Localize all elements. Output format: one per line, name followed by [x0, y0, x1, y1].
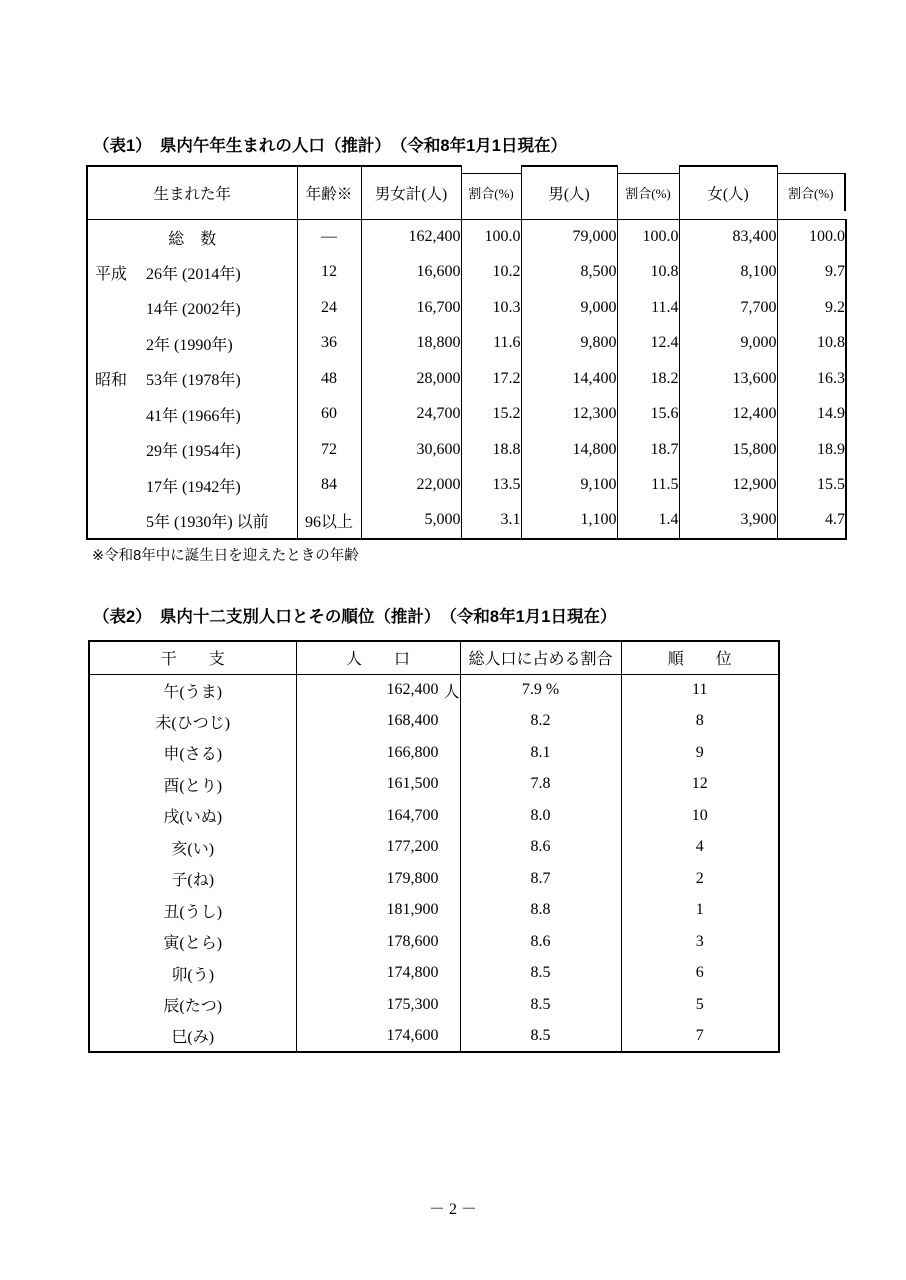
- birth-year-cell: [87, 255, 297, 291]
- female-cell: 12,400: [679, 397, 777, 433]
- table1-row: [87, 503, 846, 539]
- age-cell: 84: [297, 468, 361, 504]
- male-ratio-cell: 12.4: [617, 326, 679, 362]
- rank-cell: 1: [621, 895, 779, 927]
- rank-cell: 2: [621, 863, 779, 895]
- population-wrap: [297, 964, 460, 982]
- total-ratio-cell: 18.8: [461, 432, 521, 468]
- female-ratio-cell: 15.5: [777, 468, 846, 504]
- header-female-ratio-label: 割合(%): [778, 173, 847, 211]
- ratio-cell: 8.8: [460, 895, 621, 927]
- rank-cell: 8: [621, 706, 779, 738]
- year-label: 14年 (2002年): [146, 301, 241, 319]
- ratio-cell: 7.8: [460, 769, 621, 801]
- population-wrap: [297, 933, 460, 951]
- table1-title: （表1） 県内午年生まれの人口（推計） （令和8年1月1日現在）: [93, 137, 567, 155]
- birth-year-wrap: [88, 509, 297, 532]
- era-label: 昭和: [95, 372, 128, 390]
- female-cell: 9,000: [679, 326, 777, 362]
- population-wrap: [297, 775, 460, 793]
- table2-row: [89, 674, 779, 706]
- population-cell: [296, 674, 460, 706]
- female-cell: 7,700: [679, 290, 777, 326]
- age-cell: 60: [297, 397, 361, 433]
- birth-year-wrap: [88, 226, 297, 249]
- zodiac-cell: 未(ひつじ): [89, 706, 296, 738]
- female-ratio-cell: 9.2: [777, 290, 846, 326]
- female-cell: 12,900: [679, 468, 777, 504]
- header-total: 男女計(人): [361, 166, 461, 219]
- table1-row: [87, 361, 846, 397]
- ratio-cell: 7.9 %: [460, 674, 621, 706]
- male-cell: 9,800: [521, 326, 617, 362]
- population-value: 161,500: [386, 775, 439, 793]
- ratio-cell: 8.5: [460, 989, 621, 1021]
- male-ratio-cell: 11.4: [617, 290, 679, 326]
- population-cell: [296, 926, 460, 958]
- ratio-cell: 8.1: [460, 737, 621, 769]
- male-cell: 12,300: [521, 397, 617, 433]
- total-cell: 16,600: [361, 255, 461, 291]
- birth-year-cell: [87, 326, 297, 362]
- year-label: 2年 (1990年): [146, 336, 233, 354]
- male-cell: 14,800: [521, 432, 617, 468]
- female-ratio-cell: 14.9: [777, 397, 846, 433]
- zodiac-cell: 巳(み): [89, 1021, 296, 1053]
- male-ratio-cell: 18.2: [617, 361, 679, 397]
- population-value: 168,400: [386, 712, 439, 730]
- total-cell: 5,000: [361, 503, 461, 539]
- population-wrap: [297, 744, 460, 762]
- population-cell: [296, 706, 460, 738]
- table1-header-row: [87, 166, 846, 219]
- zodiac-cell: 亥(い): [89, 832, 296, 864]
- population-wrap: [297, 679, 460, 702]
- population-wrap: [297, 870, 460, 888]
- male-cell: 8,500: [521, 255, 617, 291]
- male-ratio-cell: 10.8: [617, 255, 679, 291]
- table2-title: （表2） 県内十二支別人口とその順位（推計） （令和8年1月1日現在）: [93, 608, 617, 626]
- birth-year-wrap: [88, 438, 297, 461]
- birth-year-wrap: [88, 261, 297, 284]
- header-zodiac: 干 支: [89, 641, 296, 674]
- table2-row: [89, 863, 779, 895]
- year-label: 26年 (2014年): [146, 265, 241, 283]
- total-ratio-cell: 11.6: [461, 326, 521, 362]
- year-label: 5年 (1930年) 以前: [146, 513, 269, 531]
- population-cell: [296, 832, 460, 864]
- female-ratio-cell: 4.7: [777, 503, 846, 539]
- ratio-cell: 8.5: [460, 958, 621, 990]
- female-ratio-cell: 18.9: [777, 432, 846, 468]
- table2-row: [89, 832, 779, 864]
- population-wrap: [297, 1027, 460, 1045]
- female-ratio-cell: 10.8: [777, 326, 846, 362]
- population-cell: [296, 989, 460, 1021]
- female-cell: 3,900: [679, 503, 777, 539]
- table2-row: [89, 769, 779, 801]
- rank-cell: 5: [621, 989, 779, 1021]
- rank-cell: 7: [621, 1021, 779, 1053]
- table2-row: [89, 1021, 779, 1053]
- era-label: 平成: [95, 265, 128, 283]
- female-cell: 13,600: [679, 361, 777, 397]
- total-ratio-cell: 15.2: [461, 397, 521, 433]
- birth-year-wrap: [88, 474, 297, 497]
- zodiac-cell: 卯(う): [89, 958, 296, 990]
- population-wrap: [297, 901, 460, 919]
- female-cell: 8,100: [679, 255, 777, 291]
- header-female-ratio: [777, 166, 846, 219]
- zodiac-cell: 戌(いぬ): [89, 800, 296, 832]
- birth-year-cell: [87, 290, 297, 326]
- table2-row: [89, 989, 779, 1021]
- rank-cell: 3: [621, 926, 779, 958]
- male-cell: 79,000: [521, 219, 617, 255]
- total-ratio-cell: 10.3: [461, 290, 521, 326]
- header-male: 男(人): [521, 166, 617, 219]
- year-label: 29年 (1954年): [146, 443, 241, 461]
- age-cell: ―: [297, 219, 361, 255]
- population-cell: [296, 800, 460, 832]
- population-wrap: [297, 807, 460, 825]
- population-cell: [296, 863, 460, 895]
- total-cell: 18,800: [361, 326, 461, 362]
- rank-cell: 4: [621, 832, 779, 864]
- header-birth-year: 生まれた年: [87, 166, 297, 219]
- population-value: 162,400: [386, 681, 439, 698]
- birth-year-cell: [87, 432, 297, 468]
- total-ratio-cell: 17.2: [461, 361, 521, 397]
- population-wrap: [297, 996, 460, 1014]
- population-cell: [296, 958, 460, 990]
- population-cell: [296, 737, 460, 769]
- population-wrap: [297, 712, 460, 730]
- table1-row: [87, 432, 846, 468]
- birth-year-cell: [87, 219, 297, 255]
- population-value: 181,900: [386, 901, 439, 919]
- zodiac-cell: 子(ね): [89, 863, 296, 895]
- ratio-cell: 8.6: [460, 926, 621, 958]
- table2-row: [89, 800, 779, 832]
- header-total-ratio: [461, 166, 521, 219]
- population-value: 174,800: [386, 964, 439, 982]
- age-cell: 48: [297, 361, 361, 397]
- age-cell: 96以上: [297, 503, 361, 539]
- birth-year-cell: [87, 361, 297, 397]
- table1-footnote: ※令和8年中に誕生日を迎えたときの年齢: [92, 548, 359, 564]
- year-label: 53年 (1978年): [146, 372, 241, 390]
- female-ratio-cell: 9.7: [777, 255, 846, 291]
- header-age: 年齢※: [297, 166, 361, 219]
- total-cell: 22,000: [361, 468, 461, 504]
- header-total-ratio-label: 割合(%): [462, 173, 521, 211]
- total-ratio-cell: 100.0: [461, 219, 521, 255]
- ratio-cell: 8.6: [460, 832, 621, 864]
- table2-row: [89, 737, 779, 769]
- rank-cell: 9: [621, 737, 779, 769]
- ratio-cell: 8.2: [460, 706, 621, 738]
- male-ratio-cell: 15.6: [617, 397, 679, 433]
- population-wrap: [297, 838, 460, 856]
- population-value: 177,200: [386, 838, 439, 856]
- rank-cell: 12: [621, 769, 779, 801]
- male-cell: 9,100: [521, 468, 617, 504]
- population-value: 178,600: [386, 932, 439, 950]
- population-value: 164,700: [386, 806, 439, 824]
- male-ratio-cell: 1.4: [617, 503, 679, 539]
- header-rank: 順 位: [621, 641, 779, 674]
- table1: [86, 165, 847, 540]
- male-cell: 14,400: [521, 361, 617, 397]
- total-cell: 16,700: [361, 290, 461, 326]
- population-cell: [296, 769, 460, 801]
- birth-year-wrap: [88, 296, 297, 319]
- ratio-cell: 8.7: [460, 863, 621, 895]
- total-ratio-cell: 10.2: [461, 255, 521, 291]
- total-cell: 162,400: [361, 219, 461, 255]
- year-label: 総 数: [168, 230, 217, 248]
- total-cell: 30,600: [361, 432, 461, 468]
- table1-row: [87, 468, 846, 504]
- birth-year-cell: [87, 397, 297, 433]
- header-female: 女(人): [679, 166, 777, 219]
- birth-year-wrap: [88, 332, 297, 355]
- male-ratio-cell: 18.7: [617, 432, 679, 468]
- table2-rows: [89, 674, 779, 1052]
- female-ratio-cell: 100.0: [777, 219, 846, 255]
- female-cell: 83,400: [679, 219, 777, 255]
- table1-rows: [87, 219, 846, 539]
- male-cell: 9,000: [521, 290, 617, 326]
- female-ratio-cell: 16.3: [777, 361, 846, 397]
- table1-row: [87, 219, 846, 255]
- table2-row: [89, 958, 779, 990]
- male-ratio-cell: 11.5: [617, 468, 679, 504]
- birth-year-wrap: [88, 367, 297, 390]
- page-number: － 2 －: [428, 1201, 477, 1218]
- table1-row: [87, 397, 846, 433]
- zodiac-cell: 午(うま): [89, 674, 296, 706]
- male-cell: 1,100: [521, 503, 617, 539]
- table2-row: [89, 895, 779, 927]
- rank-cell: 6: [621, 958, 779, 990]
- ratio-cell: 8.5: [460, 1021, 621, 1053]
- table2-row: [89, 926, 779, 958]
- population-value: 174,600: [386, 1026, 439, 1044]
- population-value: 166,800: [386, 743, 439, 761]
- rank-cell: 10: [621, 800, 779, 832]
- table2-header-row: [89, 641, 779, 674]
- female-cell: 15,800: [679, 432, 777, 468]
- ratio-cell: 8.0: [460, 800, 621, 832]
- table2: [88, 640, 780, 1053]
- population-cell: [296, 895, 460, 927]
- age-cell: 72: [297, 432, 361, 468]
- table1-row: [87, 290, 846, 326]
- total-ratio-cell: 13.5: [461, 468, 521, 504]
- total-ratio-cell: 3.1: [461, 503, 521, 539]
- population-unit: 人: [443, 683, 460, 701]
- header-population: 人 口: [296, 641, 460, 674]
- header-male-ratio: [617, 166, 679, 219]
- male-ratio-cell: 100.0: [617, 219, 679, 255]
- birth-year-cell: [87, 503, 297, 539]
- zodiac-cell: 辰(たつ): [89, 989, 296, 1021]
- population-cell: [296, 1021, 460, 1053]
- total-cell: 28,000: [361, 361, 461, 397]
- rank-cell: 11: [621, 674, 779, 706]
- year-label: 17年 (1942年): [146, 478, 241, 496]
- birth-year-wrap: [88, 403, 297, 426]
- population-value: 179,800: [386, 869, 439, 887]
- population-value: 175,300: [386, 995, 439, 1013]
- table1-row: [87, 326, 846, 362]
- age-cell: 24: [297, 290, 361, 326]
- age-cell: 12: [297, 255, 361, 291]
- zodiac-cell: 寅(とら): [89, 926, 296, 958]
- zodiac-cell: 丑(うし): [89, 895, 296, 927]
- table2-row: [89, 706, 779, 738]
- header-male-ratio-label: 割合(%): [618, 173, 679, 211]
- zodiac-cell: 酉(とり): [89, 769, 296, 801]
- zodiac-cell: 申(さる): [89, 737, 296, 769]
- table1-row: [87, 255, 846, 291]
- year-label: 41年 (1966年): [146, 407, 241, 425]
- total-cell: 24,700: [361, 397, 461, 433]
- header-ratio: 総人口に占める割合: [460, 641, 621, 674]
- age-cell: 36: [297, 326, 361, 362]
- birth-year-cell: [87, 468, 297, 504]
